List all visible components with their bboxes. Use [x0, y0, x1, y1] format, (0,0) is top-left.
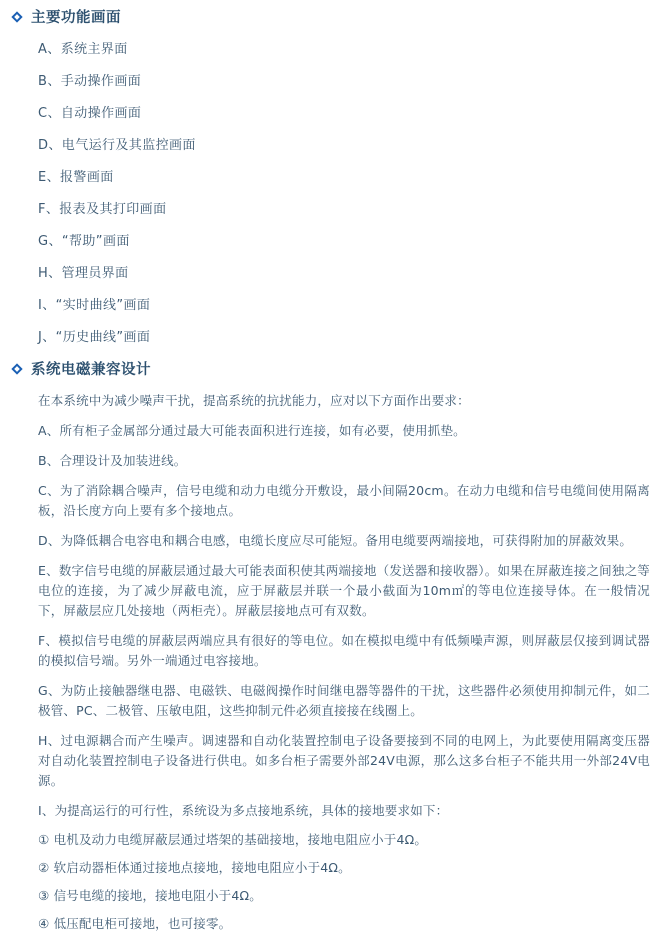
paragraph: A、所有柜子金属部分通过最大可能表面积进行连接，如有必要，使用抓垫。: [38, 423, 466, 438]
list-item: I、“实时曲线”画面: [38, 298, 151, 313]
paragraph: I、为提高运行的可行性，系统设为多点接地系统，具体的接地要求如下：: [38, 803, 449, 818]
section-title: 系统电磁兼容设计: [31, 362, 151, 378]
numbered-item: ③ 信号电缆的接地，接地电阻小于4Ω。: [38, 888, 262, 903]
list-item: A、系统主界面: [38, 42, 128, 57]
section-title: 主要功能画面: [31, 10, 121, 26]
diamond-bullet-icon: [12, 12, 24, 24]
paragraph: B、合理设计及加装进线。: [38, 453, 187, 468]
list-item: G、“帮助”画面: [38, 234, 130, 249]
paragraph: E、数字信号电缆的屏蔽层通过最大可能表面积使其两端接地（发送器和接收器）。如果在屏蔽连接之间独之等电位的连接，为了减少屏蔽电流，应于屏蔽层并联一个最小截面为10m㎡的等电位连接导体。在一般情况下，屏蔽层应几处接地（两柜壳）。屏蔽层接地点可有双数。: [38, 563, 650, 618]
paragraph: H、过电源耦合而产生噪声。调速器和自动化装置控制电子设备要接到不同的电网上，为此要使用隔离变压器对自动化装置控制电子设备进行供电。如多台柜子需要外部24V电源，那么这多台柜子不能共用一外部24V电源。: [38, 733, 650, 788]
list-item: H、管理员界面: [38, 266, 129, 281]
paragraph: C、为了消除耦合噪声，信号电缆和动力电缆分开敷设，最小间隔20cm。在动力电缆和信号电缆间使用隔离板，沿长度方向上要有多个接地点。: [38, 483, 650, 518]
numbered-item: ① 电机及动力电缆屏蔽层通过塔架的基础接地，接地电阻应小于4Ω。: [38, 832, 428, 847]
numbered-item: ④ 低压配电柜可接地，也可接零。: [38, 916, 232, 931]
list-item: F、报表及其打印画面: [38, 202, 167, 217]
list-item: B、手动操作画面: [38, 74, 142, 89]
diamond-bullet-icon: [12, 364, 24, 376]
paragraph: D、为降低耦合电容电和耦合电感，电缆长度应尽可能短。备用电缆要两端接地，可获得附加的屏蔽效果。: [38, 533, 633, 548]
numbered-item: ② 软启动器柜体通过接地点接地，接地电阻应小于4Ω。: [38, 860, 351, 875]
paragraph: F、模拟信号电缆的屏蔽层两端应具有很好的等电位。如在模拟电缆中有低频噪声源，则屏蔽层仅接到调试器的模拟信号端。另外一端通过电容接地。: [38, 633, 650, 668]
main-screens-list: [10, 34, 650, 354]
list-item: C、自动操作画面: [38, 106, 142, 121]
list-item: D、电气运行及其监控画面: [38, 138, 196, 153]
intro-paragraph: 在本系统中为减少噪声干扰，提高系统的抗扰能力，应对以下方面作出要求：: [38, 393, 470, 408]
section-header-main-screens: [10, 8, 650, 28]
paragraph: G、为防止接触器继电器、电磁铁、电磁阀操作时间继电器等器件的干扰，这些器件必须使用抑制元件，如二极管、PC、二极管、压敏电阻，这些抑制元件必须直接接在线圈上。: [38, 683, 650, 718]
list-item: E、报警画面: [38, 170, 114, 185]
list-item: J、“历史曲线”画面: [38, 330, 151, 345]
section-header-emc-design: [10, 360, 650, 380]
